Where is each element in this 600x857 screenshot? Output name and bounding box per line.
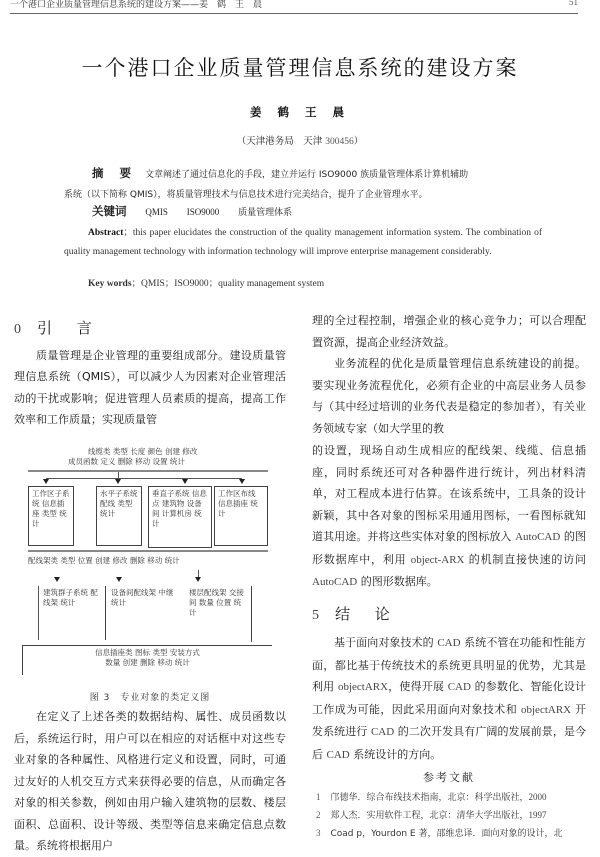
reference-year: 1997 bbox=[528, 809, 547, 820]
figure-class-diagram bbox=[28, 440, 268, 680]
fig-mid-label: 配线架类 类型 位置 创建 修改 删除 移动 统计 bbox=[28, 556, 180, 565]
keyword-cn-item: 质量管理体系 bbox=[238, 208, 293, 218]
text-run: 的机制直接快速的访问 bbox=[464, 552, 586, 566]
reference-number: 1 bbox=[316, 791, 321, 802]
intro-paragraph-1-cont: 理的全过程控制，增强企业的核心竞争力；可以合理配置资源，提高企业经济效益。 bbox=[312, 314, 586, 349]
text-run: 的设置，现场自动生成相应的配线架、线缆、信息插座，同时系统还可对各种器件进行统计，列出材料清单，对工程成本进行估算。在该系统中，工具条的设计新颖，其中各对象的图标采用通用图标，一看图标就知道其用途。并将这些实体对象的图标放入 bbox=[312, 444, 586, 543]
fig-bottom-label-1: 信息插座类 图标 类型 安装方式 bbox=[95, 648, 200, 657]
reference-text: 郑人杰．实用软件工程，北京：清华大学出版社， bbox=[330, 810, 529, 821]
affiliation-text: （天津港务局 天津 bbox=[236, 136, 326, 147]
fig-divider bbox=[28, 470, 268, 472]
text-run: 的图形数据库中，利用 bbox=[312, 530, 586, 566]
section-title: 引 言 bbox=[37, 319, 102, 337]
reference-text: 邝德华．综合布线技术指南，北京：科学出版社， bbox=[330, 792, 529, 803]
abstract-en-label: Abstract bbox=[88, 228, 124, 238]
fig-box: 建筑群子系统 配线架 统计 bbox=[40, 586, 106, 640]
text-run: AutoCAD bbox=[312, 576, 358, 588]
arrow-down-icon bbox=[239, 479, 245, 484]
reference-item bbox=[312, 807, 586, 825]
abstract-cn-line2: 系统（以下简称 QMIS），将质量管理技术与信息技术进行完美结合，提升了企业管理水平。 bbox=[64, 190, 428, 200]
keyword-cn-item: QMIS bbox=[145, 207, 168, 217]
reference-year: 2000 bbox=[528, 791, 547, 802]
affiliation-zip: 300456 bbox=[325, 137, 354, 147]
arrow-down-icon bbox=[54, 577, 60, 582]
body-left-paragraph: 在定义了上述各类的数据结构、属性、成员函数以后，系统运行时，用户可以在相应的对话框中对这些专业对象的各种属性、风格进行定义和设置，同时，可通过友好的人机交互方式来获得必要的信息，从而确定各对象的相关参数，例如由用户输入建筑物的层数、楼层面积、总面积、设计等级、类型等信息来确定信息点数量。系统将根据用户 bbox=[14, 710, 286, 852]
authors: 姜 鹤 王 晨 bbox=[249, 105, 350, 119]
reference-item bbox=[312, 789, 586, 807]
text-run: CAD bbox=[370, 726, 395, 738]
fig-box: 工作区布线 信息插座 统计 bbox=[214, 486, 268, 546]
keywords-en-label: Key words bbox=[88, 279, 132, 289]
abstract-cn-label: 摘 要 bbox=[92, 166, 138, 180]
section-title: 结 论 bbox=[335, 604, 400, 623]
text-run: 的二次开发具有广阔的发展前景，是今后 bbox=[312, 725, 587, 761]
keywords-en bbox=[88, 275, 324, 289]
arrow-down-icon bbox=[43, 479, 49, 484]
page-number: 51 bbox=[569, 0, 578, 7]
reference-number: 3 bbox=[316, 827, 321, 838]
fig-bottom-label-2: 数量 创建 删除 移动 统计 bbox=[105, 658, 190, 667]
text-run: CAD bbox=[326, 748, 350, 761]
body-right bbox=[312, 440, 586, 843]
section-heading-conclusion bbox=[312, 604, 586, 627]
text-run: CAD bbox=[447, 681, 471, 693]
intro-continuation bbox=[312, 310, 586, 439]
arrow-down-icon bbox=[115, 479, 121, 484]
affiliation-close: ） bbox=[353, 136, 364, 147]
abstract-cn-line1: 文章阐述了通过信息化的手段，建立并运行 ISO9000 族质量管理体系计算机辅助 bbox=[145, 170, 469, 180]
body-left bbox=[14, 706, 286, 857]
header-rule bbox=[10, 13, 578, 14]
running-header: 一个港口企业质量管理信息系统的建设方案——姜 鹤 王 晨 bbox=[10, 0, 263, 10]
reference-item bbox=[312, 825, 586, 843]
text-run: 系统设计的方向。 bbox=[349, 747, 442, 761]
section-heading-intro bbox=[14, 318, 286, 341]
body-right-paragraph bbox=[312, 440, 586, 594]
section-number: 0 bbox=[14, 322, 21, 337]
text-run: 的参数化、智能化设计工作成为可能，因此采用面向对象技术和 bbox=[312, 680, 587, 716]
fig-box: 垂直子系统 信息点 建筑物 设备间 计算机房 统计 bbox=[148, 486, 212, 548]
intro-paragraph-1: 质量管理是企业管理的重要组成部分。建设质量管理信息系统（QMIS），可以减少人为因素对企业管理活动的干扰或影响；促进管理人员素质的提高，提高工作效率和工作质量；实现质量管 bbox=[14, 348, 286, 426]
fig-divider bbox=[28, 550, 268, 552]
fig-connector bbox=[38, 586, 39, 640]
fig-box: 楼层配线架 交接间 数量 位置 统计 bbox=[186, 586, 252, 642]
fig-connector bbox=[46, 478, 242, 479]
section-number: 5 bbox=[312, 607, 319, 623]
arrow-down-icon bbox=[195, 577, 201, 582]
text-run: 基于面向对象技术的 bbox=[334, 636, 438, 649]
figure-caption: 图 3 专业对象的类定义图 bbox=[89, 693, 211, 703]
abstract-en-text: ；this paper elucidates the construction of the quality management information system. The combination of quality management technology with information technology will improve enterprise management considerably. bbox=[64, 228, 542, 257]
paper-title: 一个港口企业质量管理信息系统的建设方案 bbox=[81, 56, 519, 80]
keywords-cn-label: 关键词 bbox=[92, 204, 127, 218]
arrow-down-icon bbox=[182, 479, 188, 484]
text-run: objectARX bbox=[521, 703, 572, 716]
text-run: AutoCAD bbox=[515, 531, 561, 543]
fig-box: 设备间配线架 中继 统计 bbox=[111, 588, 174, 607]
text-run: CAD bbox=[437, 637, 461, 649]
arrow-down-icon bbox=[116, 577, 122, 582]
intro-section bbox=[14, 318, 286, 431]
keywords-cn bbox=[92, 203, 308, 219]
fig-bottom-box bbox=[22, 645, 272, 675]
references-title: 参考文献 bbox=[423, 771, 475, 784]
reference-text: Coad p，Yourdon E 著，邵维忠译．面向对象的设计，北 bbox=[330, 828, 563, 839]
affiliation bbox=[0, 133, 600, 147]
intro-paragraph-2: 业务流程的优化是质量管理信息系统建设的前提。要实现业务流程优化，必须有企业的中高层业务人员参与（其中经过培训的业务代表是稳定的参加者），有关业务领域专家（如大学里的教 bbox=[312, 357, 586, 435]
fig-box: 工作区子系统 信息插座 类型 统计 bbox=[28, 486, 74, 546]
text-run: objectARX bbox=[337, 681, 389, 693]
abstract-en bbox=[64, 224, 542, 262]
keyword-cn-item: ISO9000 bbox=[186, 207, 220, 217]
text-run: ，使得开展 bbox=[388, 680, 448, 693]
text-run: 系统不管在功能和性能方面，都比基于传统技术的系统更具明显的优势，尤其是利用 bbox=[312, 636, 586, 693]
reference-number: 2 bbox=[316, 809, 321, 820]
text-run: object-ARX bbox=[410, 553, 465, 566]
keywords-en-text: ；QMIS；ISO9000；quality management system bbox=[131, 279, 325, 289]
fig-top-label-1: 线缆类 类型 长度 颜色 创建 修改 bbox=[88, 447, 198, 456]
fig-top-label-2: 成员函数 定义 删除 移动 设置 统计 bbox=[68, 457, 185, 466]
conclusion-paragraph bbox=[312, 632, 586, 766]
text-run: 的图形数据库。 bbox=[357, 575, 438, 588]
fig-box: 水平子系统 配线 类型 统计 bbox=[96, 486, 142, 546]
abstract-cn bbox=[64, 163, 582, 205]
text-run: 开发系统进行 bbox=[312, 702, 587, 738]
